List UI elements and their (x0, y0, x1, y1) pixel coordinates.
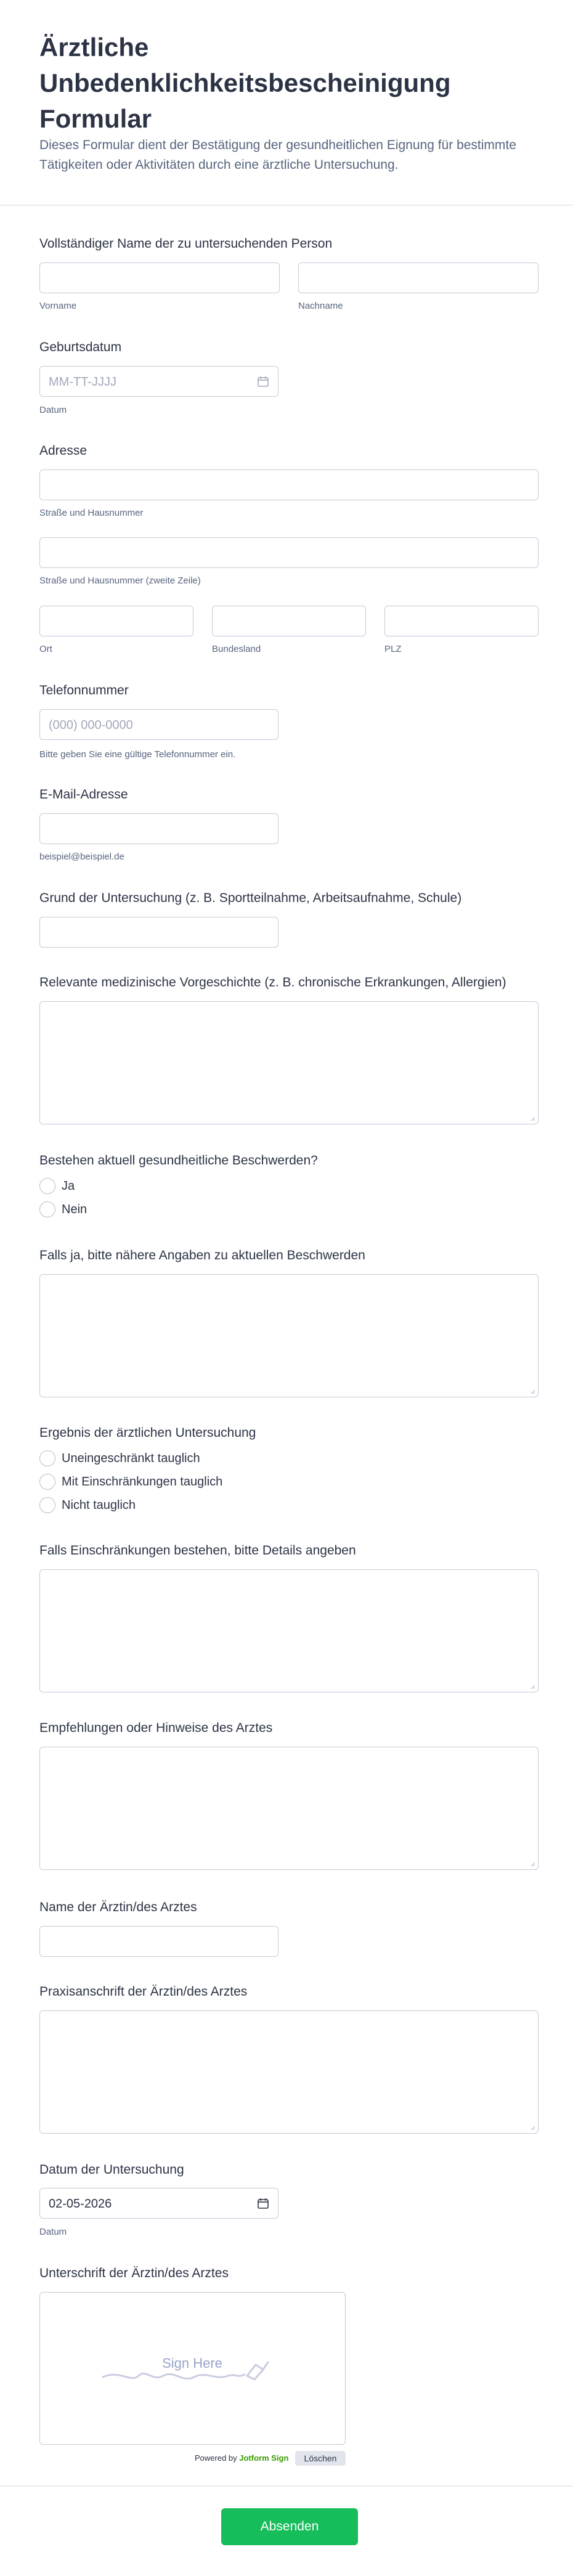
resize-handle-icon[interactable] (529, 1115, 535, 1121)
form-title: Ärztliche Unbedenklichkeitsbescheinigung Formular (39, 33, 451, 133)
resize-handle-icon[interactable] (529, 2124, 535, 2131)
powered-by-prefix: Powered by (195, 2453, 240, 2463)
exam-date-label: Datum der Untersuchung (39, 2163, 184, 2177)
complaints-details-label: Falls ja, bitte nähere Angaben zu aktuellen Beschwerden (39, 1248, 365, 1262)
result-label: Ergebnis der ärztlichen Untersuchung (39, 1426, 256, 1440)
complaints-radio-nein[interactable] (39, 1201, 55, 1217)
exam-date-input[interactable] (39, 2188, 278, 2219)
last-name-sublabel: Nachname (298, 301, 343, 311)
exam-date-sublabel: Datum (39, 2227, 67, 2237)
practice-address-textarea[interactable] (39, 2010, 538, 2134)
calendar-icon[interactable] (257, 375, 269, 388)
phone-input[interactable] (39, 709, 278, 740)
recommendations-textarea[interactable] (39, 1747, 538, 1870)
result-radio-unrestricted[interactable] (39, 1450, 55, 1466)
result-radio-restricted[interactable] (39, 1474, 55, 1490)
birthdate-placeholder: MM-TT-JJJJ (49, 375, 116, 389)
first-name-input[interactable] (39, 262, 280, 293)
phone-sublabel: Bitte geben Sie eine gültige Telefonnummer ein. (39, 749, 236, 760)
name-label: Vollständiger Name der zu untersuchenden Person (39, 237, 333, 251)
address-label: Adresse (39, 444, 87, 458)
city-sublabel: Ort (39, 644, 52, 654)
clear-signature-button[interactable]: Löschen (295, 2451, 346, 2466)
city-input[interactable] (39, 606, 193, 636)
restrictions-textarea[interactable] (39, 1569, 538, 1692)
doctor-name-input[interactable] (39, 1926, 278, 1957)
calendar-icon[interactable] (257, 2197, 269, 2209)
result-radio-unfit[interactable] (39, 1497, 55, 1513)
zip-sublabel: PLZ (384, 644, 402, 654)
doctor-name-label: Name der Ärztin/des Arztes (39, 1900, 197, 1914)
reason-label: Grund der Untersuchung (z. B. Sportteilnahme, Arbeitsaufnahme, Schule) (39, 891, 462, 905)
street2-sublabel: Straße und Hausnummer (zweite Zeile) (39, 575, 201, 586)
signature-label: Unterschrift der Ärztin/des Arztes (39, 2266, 229, 2280)
footer-divider (0, 2485, 573, 2487)
birthdate-input[interactable] (39, 366, 278, 397)
submit-button[interactable]: Absenden (221, 2508, 358, 2545)
street-input[interactable] (39, 469, 538, 500)
complaints-radio-ja[interactable] (39, 1178, 55, 1194)
result-option-restricted[interactable]: Mit Einschränkungen tauglich (62, 1475, 223, 1489)
email-sublabel: beispiel@beispiel.de (39, 851, 124, 862)
exam-date-value: 02-05-2026 (49, 2197, 112, 2211)
resize-handle-icon[interactable] (529, 1861, 535, 1867)
street-sublabel: Straße und Hausnummer (39, 508, 144, 518)
jotform-sign-link[interactable]: Jotform Sign (239, 2453, 289, 2463)
zip-input[interactable] (384, 606, 538, 636)
recommendations-label: Empfehlungen oder Hinweise des Arztes (39, 1721, 273, 1735)
state-input[interactable] (212, 606, 366, 636)
email-input[interactable] (39, 813, 278, 844)
phone-placeholder: (000) 000-0000 (49, 718, 133, 732)
result-option-unfit[interactable]: Nicht tauglich (62, 1498, 136, 1512)
history-label: Relevante medizinische Vorgeschichte (z. B. chronische Erkrankungen, Allergien) (39, 975, 506, 989)
complaints-label: Bestehen aktuell gesundheitliche Beschwerden? (39, 1153, 318, 1168)
history-textarea[interactable] (39, 1001, 538, 1124)
restrictions-label: Falls Einschränkungen bestehen, bitte Details angeben (39, 1543, 356, 1558)
resize-handle-icon[interactable] (529, 1388, 535, 1394)
signature-placeholder: Sign Here (162, 2355, 222, 2371)
complaints-option-ja[interactable]: Ja (62, 1179, 75, 1193)
first-name-sublabel: Vorname (39, 301, 77, 311)
last-name-input[interactable] (298, 262, 538, 293)
signature-pad[interactable] (39, 2292, 346, 2445)
header-divider (0, 205, 573, 206)
state-sublabel: Bundesland (212, 644, 261, 654)
powered-by (195, 2451, 288, 2466)
email-label: E-Mail-Adresse (39, 787, 128, 802)
form-description: Dieses Formular dient der Bestätigung der gesundheitlichen Eignung für bestimmte Tätigkeiten oder Aktivitäten durch eine ärztliche Untersuchung. (39, 138, 516, 172)
complaints-details-textarea[interactable] (39, 1274, 538, 1397)
result-option-unrestricted[interactable]: Uneingeschränkt tauglich (62, 1452, 200, 1465)
street2-input[interactable] (39, 537, 538, 568)
resize-handle-icon[interactable] (529, 1683, 535, 1689)
practice-address-label: Praxisanschrift der Ärztin/des Arztes (39, 1985, 248, 1999)
birthdate-label: Geburtsdatum (39, 340, 122, 354)
complaints-option-nein[interactable]: Nein (62, 1203, 87, 1216)
phone-label: Telefonnummer (39, 683, 129, 697)
reason-input[interactable] (39, 917, 278, 948)
birthdate-sublabel: Datum (39, 405, 67, 415)
